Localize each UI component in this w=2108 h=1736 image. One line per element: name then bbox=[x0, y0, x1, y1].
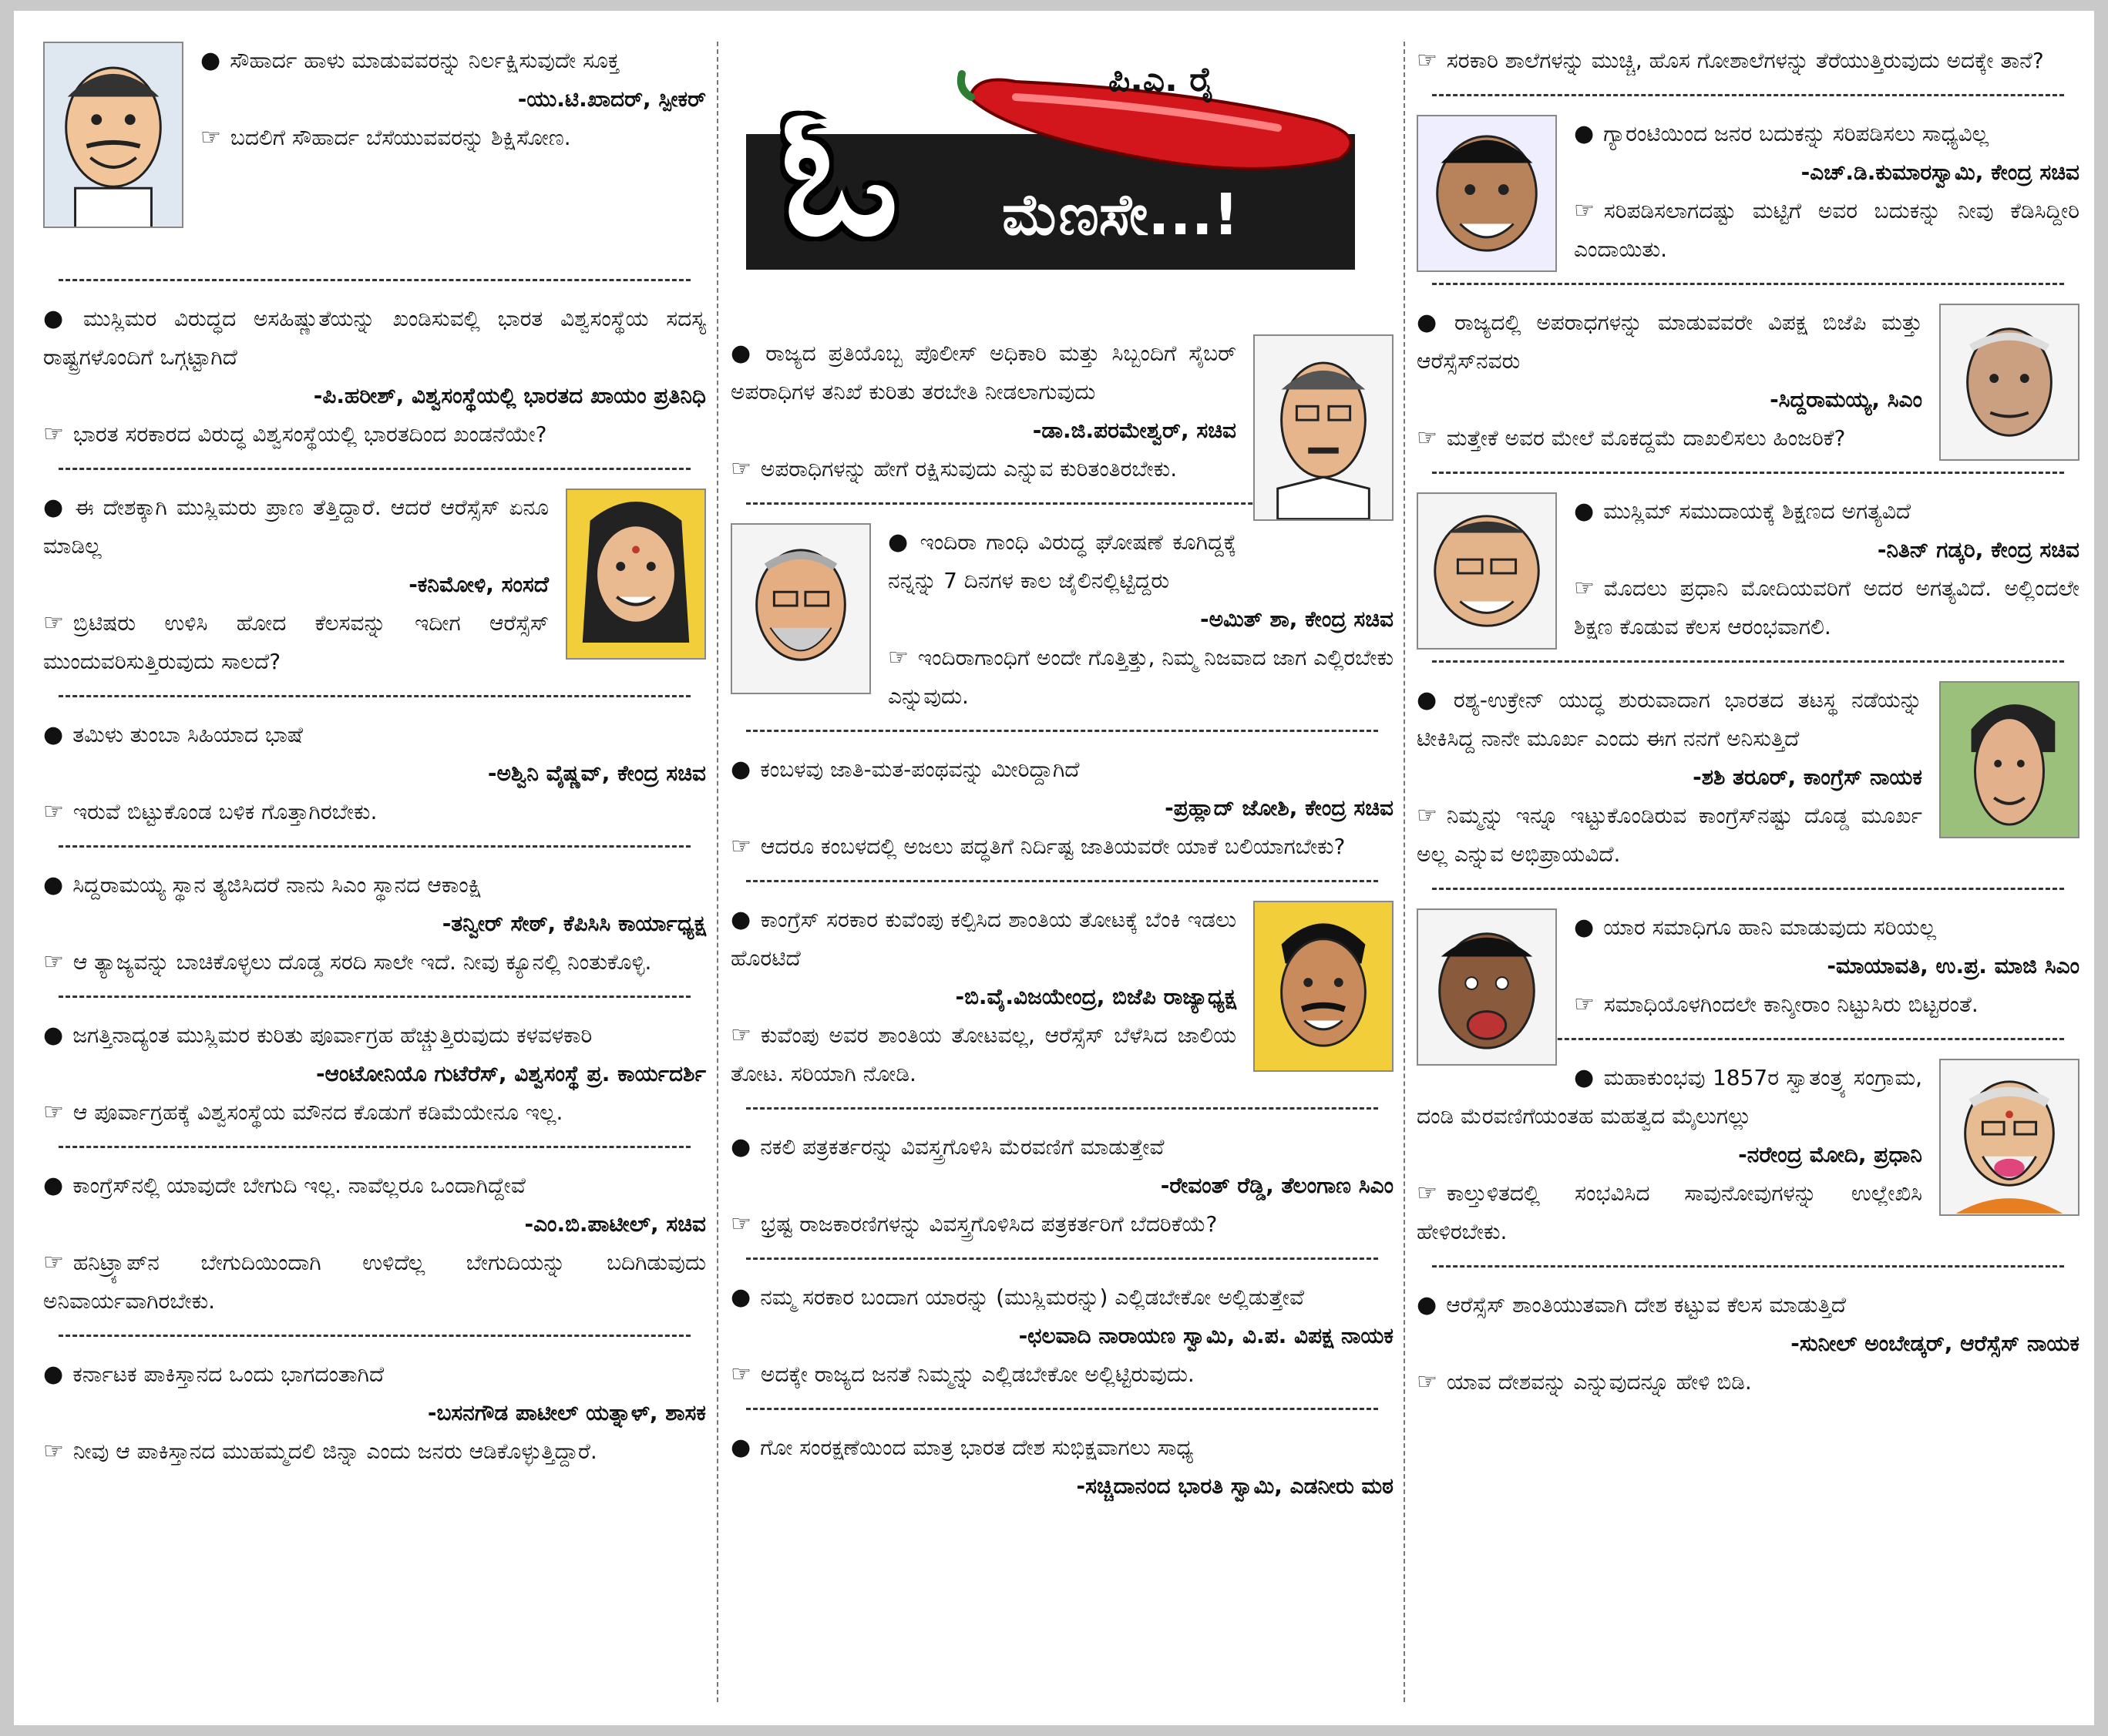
pointing-hand-icon: ☞ bbox=[1574, 575, 1595, 602]
divider bbox=[59, 468, 691, 470]
quote-item: ● ನಕಲಿ ಪತ್ರಕರ್ತರನ್ನು ವಿವಸ್ತ್ರಗೊಳಿಸಿ ಮೆರವಣಿಗೆ ಮಾಡುತ್ತೇವೆ -ರೇವಂತ್ ರೆಡ್ಡಿ, ತೆಲಂಗಾಣ ಸಿಎಂ ☞ ಭ್ರಷ್ಟ ರಾಜಕಾರಣಿಗಳನ್ನು ವಿವಸ್ತ್ರಗೊಳಿಸಿದ ಪತ್ರಕರ್ತರಿಗೆ ಬೆದರಿಕೆಯೆ? bbox=[731, 1133, 1394, 1237]
pointing-hand-icon: ☞ bbox=[43, 798, 64, 825]
quote-item: ● ಸಿದ್ದರಾಮಯ್ಯ ಸ್ಥಾನ ತ್ಯಜಿಸಿದರೆ ನಾನು ಸಿಎಂ ಸ್ಥಾನದ ಆಕಾಂಕ್ಷಿ -ತನ್ವೀರ್ ಸೇಠ್, ಕೆಪಿಸಿಸಿ ಕಾರ್ಯಾಧ್ಯಕ್ಷ ☞ ಆ ತ್ಯಾಜ್ಯವನ್ನು ಬಾಚಿಕೊಳ್ಳಲು ದೊಡ್ಡ ಸರದಿ ಸಾಲೇ ಇದೆ. ನೀವು ಕ್ಯೂನಲ್ಲಿ ನಿಂತುಕೊಳ್ಳಿ. bbox=[43, 871, 706, 975]
quote-item: ● ಸೌಹಾರ್ದ ಹಾಳು ಮಾಡುವವರನ್ನು ನಿರ್ಲಕ್ಷಿಸುವುದೇ ಸೂಕ್ತ -ಯು.ಟಿ.ಖಾದರ್, ಸ್ಪೀಕರ್ ☞ ಬದಲಿಗೆ ಸೌಹಾರ್ದ ಬೆಸೆಯುವವರನ್ನು ಶಿಕ್ಷಿಸೋಣ. bbox=[43, 42, 706, 265]
quote-item: ● ರಾಜ್ಯದಲ್ಲಿ ಅಪರಾಧಗಳನ್ನು ಮಾಡುವವರೇ ವಿಪಕ್ಷ ಬಿಜೆಪಿ ಮತ್ತು ಆರೆಸ್ಸೆಸ್‌ನವರು -ಸಿದ್ದರಾಮಯ್ಯ, ಸಿಎಂ ☞ ಮತ್ತೇಕೆ ಅವರ ಮೇಲೆ ಮೊಕದ್ದಮೆ ದಾಖಲಿಸಲು ಹಿಂಜರಿಕೆ? bbox=[1417, 304, 2079, 458]
pointing-hand-icon: ☞ bbox=[731, 1022, 751, 1049]
pointing-hand-icon: ☞ bbox=[731, 455, 751, 482]
quote-item: ● ತಮಿಳು ತುಂಬಾ ಸಿಹಿಯಾದ ಭಾಷೆ -ಅಶ್ವಿನಿ ವೈಷ್ಣವ್, ಕೇಂದ್ರ ಸಚಿವ ☞ ಇರುವೆ ಬಿಟ್ಟುಕೊಂಡ ಬಳಿಕ ಗೊತ್ತಾಗಿರಬೇಕು. bbox=[43, 721, 706, 825]
caricature-portrait bbox=[1417, 492, 1557, 650]
pointing-hand-icon: ☞ bbox=[43, 1249, 64, 1276]
pointing-hand-icon: ☞ bbox=[1574, 197, 1595, 224]
quote-item: ● ನಮ್ಮ ಸರಕಾರ ಬಂದಾಗ ಯಾರನ್ನು (ಮುಸ್ಲಿಮರನ್ನು) ಎಲ್ಲಿಡಬೇಕೋ ಅಲ್ಲಿಡುತ್ತೇವೆ -ಛಲವಾದಿ ನಾರಾಯಣ ಸ್ವಾಮಿ, ವಿ.ಪ. ವಿಪಕ್ಷ ನಾಯಕ ☞ ಅದಕ್ಕೇ ರಾಜ್ಯದ ಜನತೆ ನಿಮ್ಮನ್ನು ಎಲ್ಲಿಡಬೇಕೋ ಅಲ್ಲಿಟ್ಟಿರುವುದು. bbox=[731, 1284, 1394, 1388]
divider bbox=[1432, 94, 2064, 96]
pointing-hand-icon: ☞ bbox=[1417, 802, 1437, 829]
caricature-portrait bbox=[566, 489, 706, 660]
column-logo bbox=[746, 49, 1394, 274]
divider bbox=[59, 845, 691, 848]
caricature-portrait bbox=[1253, 901, 1394, 1072]
quote-item: ● ಗ್ಯಾರಂಟಿಯಿಂದ ಜನರ ಬದುಕನ್ನು ಸರಿಪಡಿಸಲು ಸಾಧ್ಯವಿಲ್ಲ -ಎಚ್.ಡಿ.ಕುಮಾರಸ್ವಾಮಿ, ಕೇಂದ್ರ ಸಚಿವ ☞ ಸರಿಪಡಿಸಲಾಗದಷ್ಟು ಮಟ್ಟಿಗೆ ಅವರ ಬದುಕನ್ನು ನೀವು ಕೆಡಿಸಿದ್ದೀರಿ ಎಂದಾಯಿತು. bbox=[1417, 115, 2079, 269]
caricature-portrait bbox=[1417, 908, 1557, 1066]
quote-item: ● ರಾಜ್ಯದ ಪ್ರತಿಯೊಬ್ಬ ಪೊಲೀಸ್ ಅಧಿಕಾರಿ ಮತ್ತು ಸಿಬ್ಬಂದಿಗೆ ಸೈಬರ್ ಅಪರಾಧಿಗಳ ತನಿಖೆ ಕುರಿತು ತರಬೇತಿ ನೀಡಲಾಗುವುದು -ಡಾ.ಜಿ.ಪರಮೇಶ್ವರ್, ಸಚಿವ ☞ ಅಪರಾಧಿಗಳನ್ನು ಹೇಗೆ ರಕ್ಷಿಸುವುದು ಎನ್ನುವ ಕುರಿತಂತಿರಬೇಕು. bbox=[731, 334, 1394, 489]
divider bbox=[1432, 1265, 2064, 1268]
column-divider bbox=[1404, 42, 1405, 1702]
quote-item: ● ಮಹಾಕುಂಭವು 1857ರ ಸ್ವಾತಂತ್ರ್ಯ ಸಂಗ್ರಾಮ, ದಂಡಿ ಮೆರವಣಿಗೆಯಂತಹ ಮಹತ್ವದ ಮೈಲುಗಲ್ಲು -ನರೇಂದ್ರ ಮೋದಿ, ಪ್ರಧಾನಿ ☞ ಕಾಲ್ತುಳಿತದಲ್ಲಿ ಸಂಭವಿಸಿದ ಸಾವುನೋವುಗಳನ್ನು ಉಲ್ಲೇಖಿಸಿ ಹೇಳಿರಬೇಕು. bbox=[1417, 1059, 2079, 1251]
pointing-hand-icon: ☞ bbox=[43, 949, 64, 975]
quote-item: ● ಕಾಂಗ್ರೆಸ್ ಸರಕಾರ ಕುವೆಂಪು ಕಲ್ಪಿಸಿದ ಶಾಂತಿಯ ತೋಟಕ್ಕೆ ಬೆಂಕಿ ಇಡಲು ಹೊರಟಿದೆ -ಬಿ.ವೈ.ವಿಜಯೇಂದ್ರ, ಬಿಜೆಪಿ ರಾಜ್ಯಾಧ್ಯಕ್ಷ ☞ ಕುವೆಂಪು ಅವರ ಶಾಂತಿಯ ತೋಟವಲ್ಲ, ಆರೆಸ್ಸೆಸ್ ಬೆಳೆಸಿದ ಜಾಲಿಯ ತೋಟ. ಸರಿಯಾಗಿ ನೋಡಿ. bbox=[731, 901, 1394, 1093]
divider bbox=[59, 1335, 691, 1337]
logo-text: ಮೆಣಸೇ...! bbox=[1002, 182, 1239, 248]
quote-item: ● ಗೋ ಸಂರಕ್ಷಣೆಯಿಂದ ಮಾತ್ರ ಭಾರತ ದೇಶ ಸುಭಿಕ್ಷವಾಗಲು ಸಾಧ್ಯ -ಸಚ್ಚಿದಾನಂದ ಭಾರತಿ ಸ್ವಾಮಿ, ಎಡನೀರು ಮಠ bbox=[731, 1434, 1394, 1499]
divider bbox=[59, 1146, 691, 1148]
quote-item: ● ಕಂಬಳವು ಜಾತಿ-ಮತ-ಪಂಥವನ್ನು ಮೀರಿದ್ದಾಗಿದೆ -ಪ್ರಹ್ಲಾದ್ ಜೋಶಿ, ಕೇಂದ್ರ ಸಚಿವ ☞ ಆದರೂ ಕಂಬಳದಲ್ಲಿ ಅಜಲು ಪದ್ಧತಿಗೆ ನಿರ್ದಿಷ್ಟ ಜಾತಿಯವರೇ ಯಾಕೆ ಬಲಿಯಾಗಬೇಕು? bbox=[731, 756, 1394, 860]
pointing-hand-icon: ☞ bbox=[731, 1361, 751, 1388]
divider bbox=[59, 695, 691, 697]
quote-item: ● ಕಾಂಗ್ರೆಸ್‌ನಲ್ಲಿ ಯಾವುದೇ ಬೇಗುದಿ ಇಲ್ಲ. ನಾವೆಲ್ಲರೂ ಒಂದಾಗಿದ್ದೇವೆ -ಎಂ.ಬಿ.ಪಾಟೀಲ್, ಸಚಿವ ☞ ಹನಿಟ್ರ್ಯಾಪ್‌ನ ಬೇಗುದಿಯಿಂದಾಗಿ ಉಳಿದೆಲ್ಲ ಬೇಗುದಿಯನ್ನು ಬದಿಗಿಡುವುದು ಅನಿವಾರ್ಯವಾಗಿರಬೇಕು. bbox=[43, 1172, 706, 1314]
pointing-hand-icon: ☞ bbox=[200, 124, 221, 151]
divider bbox=[1432, 472, 2064, 474]
pointing-hand-icon: ☞ bbox=[1417, 47, 1437, 74]
divider bbox=[746, 880, 1378, 882]
divider bbox=[746, 730, 1378, 732]
pointing-hand-icon: ☞ bbox=[43, 421, 64, 448]
quote-item: ● ಈ ದೇಶಕ್ಕಾಗಿ ಮುಸ್ಲಿಮರು ಪ್ರಾಣ ತೆತ್ತಿದ್ದಾರೆ. ಆದರೆ ಆರೆಸ್ಸೆಸ್ ಏನೂ ಮಾಡಿಲ್ಲ -ಕನಿಮೋಳಿ, ಸಂಸದೆ ☞ ಬ್ರಿಟಿಷರು ಉಳಿಸಿ ಹೋದ ಕೆಲಸವನ್ನು ಇದೀಗ ಆರೆಸ್ಸೆಸ್ ಮುಂದುವರಿಸುತ್ತಿರುವುದು ಸಾಲದೆ? bbox=[43, 489, 706, 681]
divider bbox=[1432, 888, 2064, 890]
caricature-portrait bbox=[1253, 334, 1394, 521]
quote-item: ● ಜಗತ್ತಿನಾದ್ಯಂತ ಮುಸ್ಲಿಮರ ಕುರಿತು ಪೂರ್ವಾಗ್ರಹ ಹೆಚ್ಚುತ್ತಿರುವುದು ಕಳವಳಕಾರಿ -ಆಂಟೋನಿಯೊ ಗುಟೆರೆಸ್, ವಿಶ್ವಸಂಸ್ಥೆ ಪ್ರ. ಕಾರ್ಯದರ್ಶಿ ☞ ಆ ಪೂರ್ವಾಗ್ರಹಕ್ಕೆ ವಿಶ್ವಸಂಸ್ಥೆಯ ಮೌನದ ಕೊಡುಗೆ ಕಡಿಮೆಯೇನೂ ಇಲ್ಲ. bbox=[43, 1022, 706, 1126]
pointing-hand-icon: ☞ bbox=[1417, 425, 1437, 452]
divider bbox=[59, 996, 691, 998]
column-1 bbox=[43, 42, 706, 1702]
divider bbox=[59, 279, 691, 281]
divider bbox=[746, 1107, 1378, 1110]
caricature-portrait bbox=[43, 42, 183, 228]
caricature-portrait bbox=[731, 523, 871, 694]
quote-item: ● ಮುಸ್ಲಿಮ್ ಸಮುದಾಯಕ್ಕೆ ಶಿಕ್ಷಣದ ಅಗತ್ಯವಿದೆ -ನಿತಿನ್ ಗಡ್ಕರಿ, ಕೇಂದ್ರ ಸಚಿವ ☞ ಮೊದಲು ಪ್ರಧಾನಿ ಮೋದಿಯವರಿಗೆ ಅದರ ಅಗತ್ಯವಿದೆ. ಅಲ್ಲಿಂದಲೇ ಶಿಕ್ಷಣ ಕೊಡುವ ಕೆಲಸ ಆರಂಭವಾಗಲಿ. bbox=[1417, 492, 2079, 646]
quote-item: ☞ ಸರಕಾರಿ ಶಾಲೆಗಳನ್ನು ಮುಚ್ಚಿ, ಹೊಸ ಗೋಶಾಲೆಗಳನ್ನು ತೆರೆಯುತ್ತಿರುವುದು ಅದಕ್ಕೇ ತಾನೆ? bbox=[1417, 47, 2044, 74]
quote-item: ● ಇಂದಿರಾ ಗಾಂಧಿ ವಿರುದ್ಧ ಘೋಷಣೆ ಕೂಗಿದ್ದಕ್ಕೆ ನನ್ನನ್ನು 7 ದಿನಗಳ ಕಾಲ ಜೈಲಿನಲ್ಲಿಟ್ಟಿದ್ದರು -ಅಮಿತ್ ಶಾ, ಕೇಂದ್ರ ಸಚಿವ ☞ ಇಂದಿರಾಗಾಂಧಿಗೆ ಅಂದೇ ಗೊತ್ತಿತ್ತು, ನಿಮ್ಮ ನಿಜವಾದ ಜಾಗ ಎಲ್ಲಿರಬೇಕು ಎನ್ನುವುದು. bbox=[731, 523, 1394, 716]
pointing-hand-icon: ☞ bbox=[43, 1438, 64, 1465]
caricature-portrait bbox=[1939, 1059, 2079, 1216]
caricature-portrait bbox=[1417, 115, 1557, 272]
newspaper-page bbox=[14, 11, 2094, 1725]
divider bbox=[1432, 283, 2064, 285]
pointing-hand-icon: ☞ bbox=[43, 1099, 64, 1126]
quote-item: ● ಮುಸ್ಲಿಮರ ವಿರುದ್ಧದ ಅಸಹಿಷ್ಣುತೆಯನ್ನು ಖಂಡಿಸುವಲ್ಲಿ ಭಾರತ ವಿಶ್ವಸಂಸ್ಥೆಯ ಸದಸ್ಯ ರಾಷ್ಟ್ರಗಳೊಂದಿಗೆ ಒಗ್ಗಟ್ಟಾಗಿದೆ -ಪಿ.ಹರೀಶ್, ವಿಶ್ವಸಂಸ್ಥೆಯಲ್ಲಿ ಭಾರತದ ಖಾಯಂ ಪ್ರತಿನಿಧಿ ☞ ಭಾರತ ಸರಕಾರದ ವಿರುದ್ಧ ವಿಶ್ವಸಂಸ್ಥೆಯಲ್ಲಿ ಭಾರತದಿಂದ ಖಂಡನೆಯೇ? bbox=[43, 305, 706, 448]
pointing-hand-icon: ☞ bbox=[43, 609, 64, 636]
quote-item: ● ಕರ್ನಾಟಕ ಪಾಕಿಸ್ತಾನದ ಒಂದು ಭಾಗದಂತಾಗಿದೆ -ಬಸನಗೌಡ ಪಾಟೀಲ್ ಯತ್ನಾಳ್, ಶಾಸಕ ☞ ನೀವು ಆ ಪಾಕಿಸ್ತಾನದ ಮುಹಮ್ಮದಲಿ ಜಿನ್ನಾ ಎಂದು ಜನರು ಆಡಿಕೊಳ್ಳುತ್ತಿದ್ದಾರೆ. bbox=[43, 1361, 706, 1465]
divider bbox=[746, 1258, 1378, 1260]
quote-item: ● ರಶ್ಯ-ಉಕ್ರೇನ್ ಯುದ್ಧ ಶುರುವಾದಾಗ ಭಾರತದ ತಟಸ್ಥ ನಡೆಯನ್ನು ಟೀಕಿಸಿದ್ದ ನಾನೇ ಮೂರ್ಖ ಎಂದು ಈಗ ನನಗೆ ಅನಿಸುತ್ತಿದೆ -ಶಶಿ ತರೂರ್, ಕಾಂಗ್ರೆಸ್ ನಾಯಕ ☞ ನಿಮ್ಮನ್ನು ಇನ್ನೂ ಇಟ್ಟುಕೊಂಡಿರುವ ಕಾಂಗ್ರೆಸ್‌ನಷ್ಟು ದೊಡ್ಡ ಮೂರ್ಖ ಅಲ್ಲ ಎನ್ನುವ ಅಭಿಪ್ರಾಯವಿದೆ. bbox=[1417, 681, 2079, 874]
quote-item: ● ಆರೆಸ್ಸೆಸ್ ಶಾಂತಿಯುತವಾಗಿ ದೇಶ ಕಟ್ಟುವ ಕೆಲಸ ಮಾಡುತ್ತಿದೆ -ಸುನೀಲ್ ಅಂಬೇಡ್ಕರ್, ಆರೆಸ್ಸೆಸ್ ನಾಯಕ ☞ ಯಾವ ದೇಶವನ್ನು ಎನ್ನುವುದನ್ನೂ ಹೇಳಿ ಬಿಡಿ. bbox=[1417, 1291, 2079, 1395]
divider bbox=[1432, 660, 2064, 663]
quote-item: ● ಯಾರ ಸಮಾಧಿಗೂ ಹಾನಿ ಮಾಡುವುದು ಸರಿಯಲ್ಲ -ಮಾಯಾವತಿ, ಉ.ಪ್ರ. ಮಾಜಿ ಸಿಎಂ ☞ ಸಮಾಧಿಯೊಳಗಿಂದಲೇ ಕಾನ್ಶೀರಾಂ ನಿಟ್ಟುಸಿರು ಬಿಟ್ಟರಂತೆ. bbox=[1417, 908, 2079, 1024]
pointing-hand-icon: ☞ bbox=[1417, 1368, 1437, 1395]
column-3 bbox=[1417, 42, 2079, 1702]
logo-letter: ಓ bbox=[780, 69, 899, 275]
caricature-portrait bbox=[1939, 304, 2079, 461]
pointing-hand-icon: ☞ bbox=[731, 833, 751, 860]
divider bbox=[746, 1408, 1378, 1410]
author-name: ಪಿ.ಎ. ರೈ bbox=[1108, 60, 1215, 99]
caricature-portrait bbox=[1939, 681, 2079, 838]
pointing-hand-icon: ☞ bbox=[1417, 1180, 1437, 1207]
pointing-hand-icon: ☞ bbox=[731, 1210, 751, 1237]
pointing-hand-icon: ☞ bbox=[888, 644, 909, 671]
pointing-hand-icon: ☞ bbox=[1574, 991, 1595, 1018]
column-2 bbox=[731, 42, 1394, 1702]
column-divider bbox=[717, 42, 718, 1702]
